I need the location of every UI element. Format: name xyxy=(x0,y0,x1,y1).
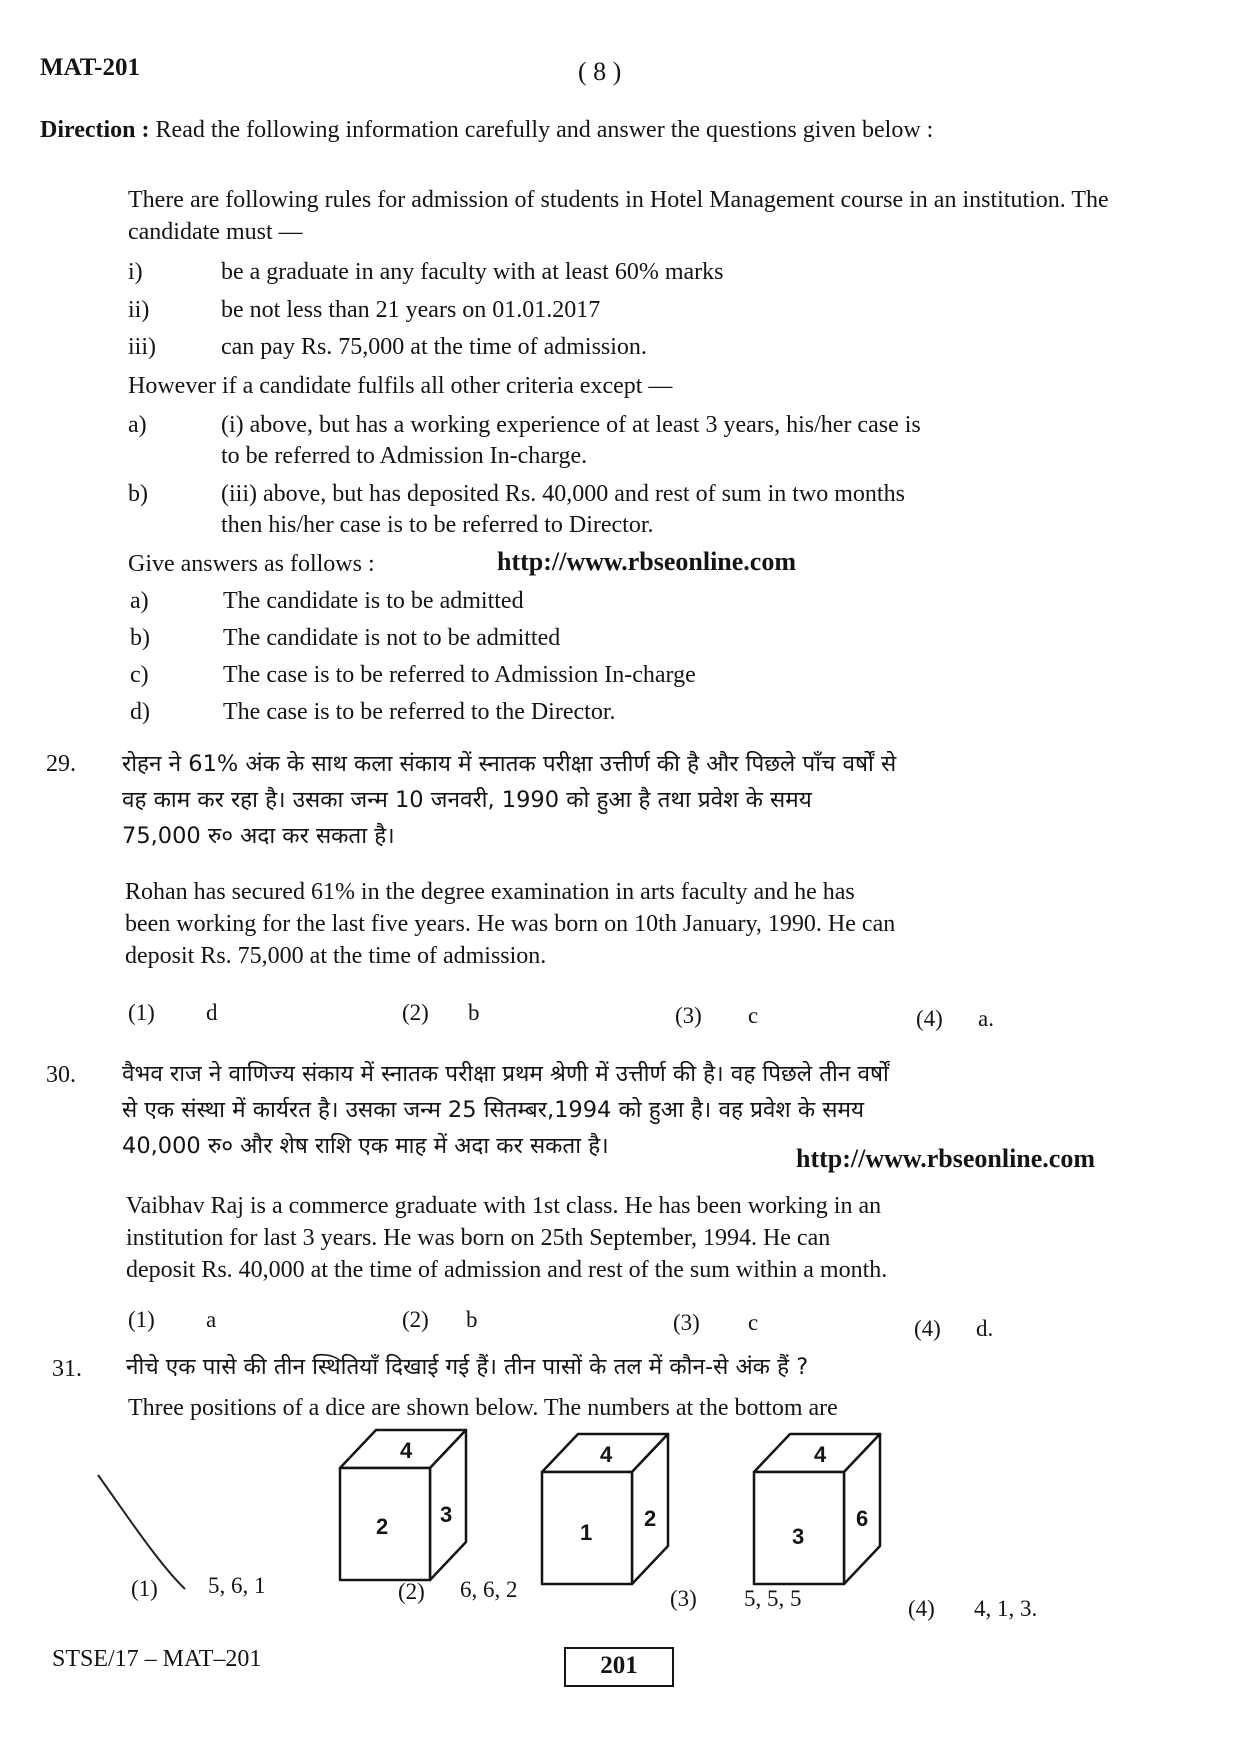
dice-side-number: 3 xyxy=(440,1502,453,1527)
option-label: (1) xyxy=(128,1307,155,1332)
exception-label: a) xyxy=(128,412,147,438)
exception-line: to be referred to Admission In-charge. xyxy=(221,443,588,469)
english-line: deposit Rs. 75,000 at the time of admission. xyxy=(125,943,547,969)
dice-side-number: 6 xyxy=(856,1506,869,1531)
answer-label: c) xyxy=(130,662,149,688)
question-number: 31. xyxy=(52,1356,82,1382)
option-label: (3) xyxy=(675,1003,702,1028)
question-hindi xyxy=(126,1349,1186,1385)
answer-text: The case is to be referred to Admission In-charge xyxy=(223,662,696,688)
rule-label: iii) xyxy=(128,334,156,360)
website-url[interactable]: http://www.rbseonline.com xyxy=(497,547,796,576)
dice-figure xyxy=(330,1426,990,1586)
option-value[interactable]: b xyxy=(468,1000,480,1025)
option-label: (4) xyxy=(916,1006,943,1031)
exception-line: then his/her case is to be referred to Director. xyxy=(221,512,654,538)
dice-top-number: 4 xyxy=(400,1438,413,1463)
dice-front-number: 1 xyxy=(580,1520,593,1545)
answer-label: b) xyxy=(130,625,150,651)
answer-label: d) xyxy=(130,699,150,725)
page-marker: ( 8 ) xyxy=(578,57,622,86)
option-value[interactable]: 5, 6, 1 xyxy=(208,1573,266,1598)
answer-text: The candidate is not to be admitted xyxy=(223,625,561,651)
direction-text: Read the following information carefully and answer the questions given below : xyxy=(155,117,934,143)
answer-text: The candidate is to be admitted xyxy=(223,588,524,614)
english-line: institution for last 3 years. He was born on 25th September, 1994. He can xyxy=(126,1225,831,1251)
exception-line: (iii) above, but has deposited Rs. 40,000 and rest of sum in two months xyxy=(221,481,905,507)
option-value[interactable]: c xyxy=(748,1003,759,1028)
option-label: (1) xyxy=(131,1576,158,1601)
option-label: (2) xyxy=(402,1307,429,1332)
dice-front-number: 3 xyxy=(792,1524,805,1549)
option-value[interactable]: a xyxy=(206,1307,217,1332)
rule-label: i) xyxy=(128,259,143,285)
hindi-line: रोहन ने 61% अंक के साथ कला संकाय में स्नातक परीक्षा उत्तीर्ण की है और पिछले पाँच वर्षों से xyxy=(122,751,897,777)
hindi-line: वैभव राज ने वाणिज्य संकाय में स्नातक परीक्षा प्रथम श्रेणी में उत्तीर्ण की है। वह पिछले तीन वर्षों xyxy=(122,1061,889,1087)
dice-2 xyxy=(542,1434,668,1584)
option-label: (3) xyxy=(670,1586,697,1611)
english-line: Rohan has secured 61% in the degree examination in arts faculty and he has xyxy=(125,879,855,905)
dice-top-number: 4 xyxy=(814,1442,827,1467)
rule-text: be not less than 21 years on 01.01.2017 xyxy=(221,297,601,323)
exam-code: MAT-201 xyxy=(40,54,140,81)
hindi-line: 40,000 रु० और शेष राशि एक माह में अदा कर सकता है। xyxy=(122,1133,609,1159)
option-value[interactable]: d xyxy=(206,1000,218,1025)
option-value[interactable]: b xyxy=(466,1307,478,1332)
rule-text: be a graduate in any faculty with at least 60% marks xyxy=(221,259,724,285)
hindi-line: 75,000 रु० अदा कर सकता है। xyxy=(122,823,395,849)
option-label: (2) xyxy=(398,1579,425,1604)
hindi-line: वह काम कर रहा है। उसका जन्म 10 जनवरी, 1990 को हुआ है तथा प्रवेश के समय xyxy=(122,787,812,813)
question-english xyxy=(128,1392,1188,1424)
exception-line: (i) above, but has a working experience of at least 3 years, his/her case is xyxy=(221,412,921,438)
direction xyxy=(40,114,1170,146)
rule-label: ii) xyxy=(128,297,150,323)
website-url[interactable]: http://www.rbseonline.com xyxy=(796,1144,1095,1173)
option-value[interactable]: 5, 5, 5 xyxy=(744,1586,802,1611)
option-label: (3) xyxy=(673,1310,700,1335)
footer-code: STSE/17 – MAT–201 xyxy=(52,1646,262,1672)
option-value[interactable]: 4, 1, 3. xyxy=(974,1596,1038,1621)
dice-side-number: 2 xyxy=(644,1506,657,1531)
exception-intro: However if a candidate fulfils all other criteria except — xyxy=(128,373,673,399)
page-number: 201 xyxy=(564,1647,674,1687)
question-number: 29. xyxy=(46,751,76,777)
dice-3 xyxy=(754,1434,880,1584)
answer-label: a) xyxy=(130,588,149,614)
question-number: 30. xyxy=(46,1062,76,1088)
option-value[interactable]: c xyxy=(748,1310,759,1335)
rule-text: can pay Rs. 75,000 at the time of admission. xyxy=(221,334,647,360)
direction-label: Direction : xyxy=(40,117,150,143)
hindi-line: नीचे एक पासे की तीन स्थितियाँ दिखाई गई हैं। तीन पासों के तल में कौन-से अंक हैं ? xyxy=(126,1354,809,1380)
rules-intro: There are following rules for admission of students in Hotel Management course in an institution. The candidate must — xyxy=(128,187,1109,245)
english-line: been working for the last five years. He was born on 10th January, 1990. He can xyxy=(125,911,896,937)
question-english xyxy=(125,876,1185,972)
english-line: Three positions of a dice are shown below. The numbers at the bottom are xyxy=(128,1395,838,1421)
english-line: deposit Rs. 40,000 at the time of admission and rest of the sum within a month. xyxy=(126,1257,888,1283)
dice-front-number: 2 xyxy=(376,1514,389,1539)
english-line: Vaibhav Raj is a commerce graduate with 1st class. He has been working in an xyxy=(126,1193,882,1219)
answers-intro: Give answers as follows : xyxy=(128,551,375,577)
option-label: (4) xyxy=(914,1316,941,1341)
question-english xyxy=(126,1190,1186,1286)
dice-1 xyxy=(340,1430,466,1580)
option-value[interactable]: d. xyxy=(976,1316,994,1341)
option-value[interactable]: a. xyxy=(978,1006,994,1031)
dice-top-number: 4 xyxy=(600,1442,613,1467)
answer-text: The case is to be referred to the Director. xyxy=(223,699,616,725)
hindi-line: से एक संस्था में कार्यरत है। उसका जन्म 25 सितम्बर,1994 को हुआ है। वह प्रवेश के समय xyxy=(122,1097,865,1123)
option-label: (1) xyxy=(128,1000,155,1025)
exception-label: b) xyxy=(128,481,148,507)
option-label: (4) xyxy=(908,1596,935,1621)
option-label: (2) xyxy=(402,1000,429,1025)
question-hindi xyxy=(122,746,1182,854)
option-value[interactable]: 6, 6, 2 xyxy=(460,1577,518,1602)
